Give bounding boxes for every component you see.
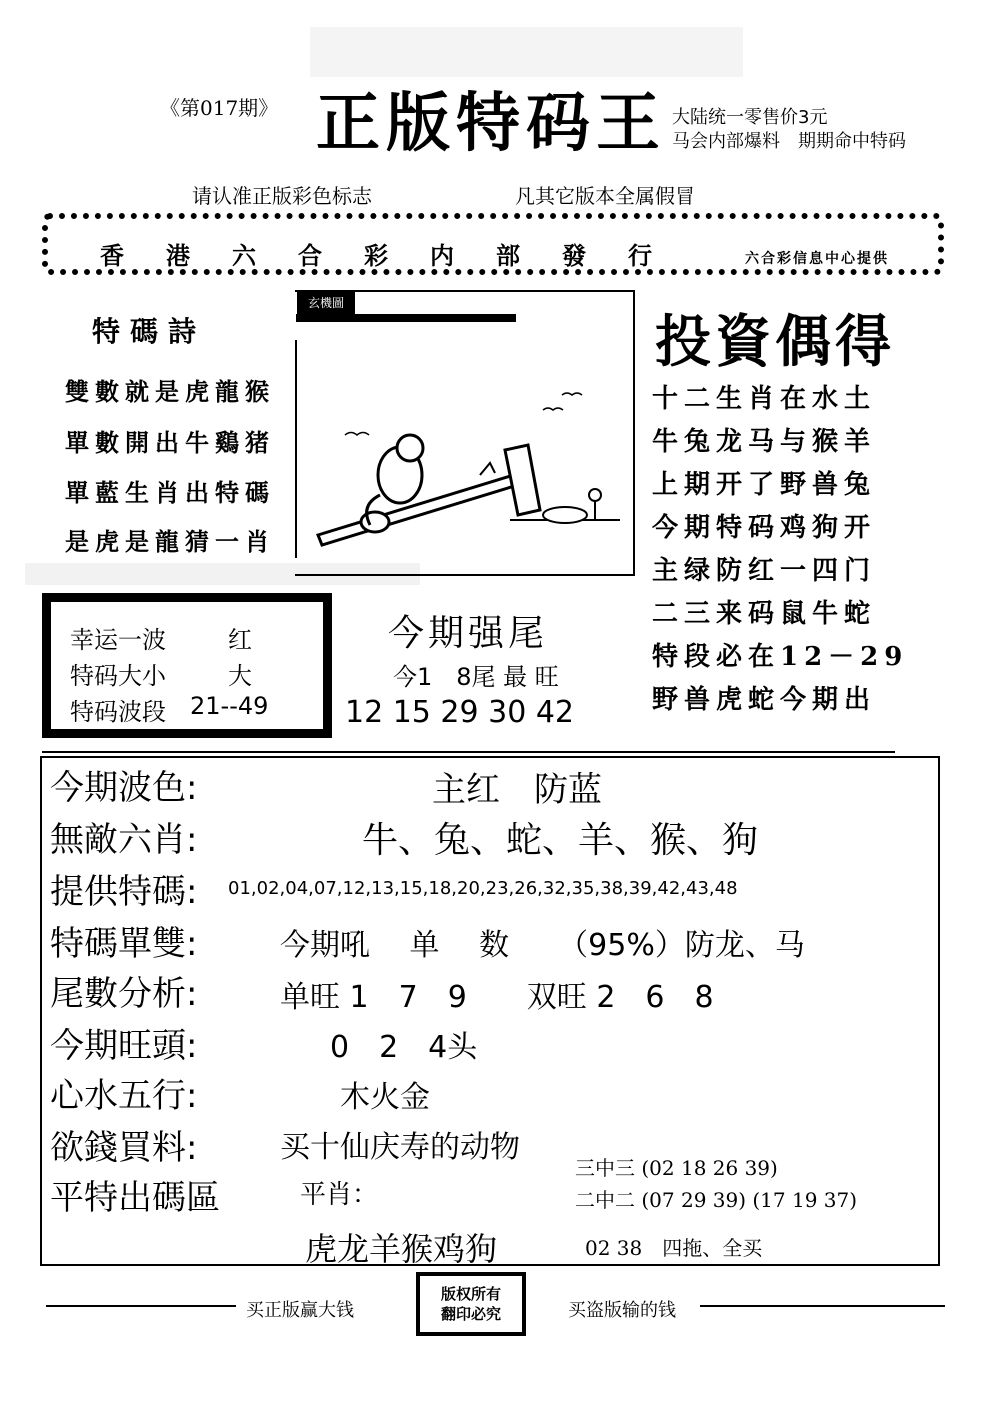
combo-two: 二中二 (07 29 39) (17 19 37) (575, 1188, 858, 1212)
top-blank-area (310, 27, 743, 77)
notice-left: 请认准正版彩色标志 (192, 184, 372, 208)
lucky-label: 幸运一波 (70, 626, 166, 654)
footer-left-text: 买正版赢大钱 (246, 1300, 354, 1321)
flat-animals: 虎龙羊猴鸡狗 (305, 1230, 498, 1268)
row-value: 平肖： (300, 1180, 379, 1210)
footer-line-left (46, 1305, 236, 1307)
row-label: 平特出碼區 (50, 1178, 220, 1218)
row-label: 今期旺頭: (50, 1026, 198, 1066)
poem-line: 單藍生肖出特碼 (65, 478, 275, 507)
issue-number: 《第017期》 (160, 96, 279, 120)
row-value: 01,02,04,07,12,13,15,18,20,23,26,32,35,38,39,42,43,48 (228, 878, 738, 899)
invest-line: 特段必在12－29 (652, 642, 909, 672)
copyright-line-1: 版权所有 (440, 1285, 501, 1303)
row-value: 单旺 1 7 9 双旺 2 6 8 (280, 980, 714, 1015)
invest-line: 野兽虎蛇今期出 (652, 685, 877, 715)
slogan-line: 马会内部爆料 期期命中特码 (672, 131, 906, 152)
row-label: 今期波色: (50, 768, 198, 808)
picture-header-bar (296, 314, 516, 322)
strong-tail-numbers: 12 15 29 30 42 (345, 695, 575, 730)
squirrel-illustration (300, 330, 630, 570)
row-label: 尾數分析: (50, 974, 198, 1014)
row-label: 無敵六肖: (50, 820, 198, 860)
lucky-value: 21--49 (190, 692, 269, 720)
row-label: 提供特碼: (50, 872, 198, 912)
lucky-label: 特码大小 (70, 662, 166, 690)
row-value: 木火金 (340, 1080, 430, 1115)
lucky-value: 红 (228, 626, 252, 654)
divider-line (42, 751, 895, 753)
invest-title: 投資偶得 (655, 309, 895, 375)
row-value: 主红 防蓝 (432, 770, 602, 810)
row-value: 牛、兔、蛇、羊、猴、狗 (362, 820, 759, 861)
poem-line: 單數開出牛鷄猪 (65, 428, 275, 457)
invest-line: 牛兔龙马与猴羊 (652, 427, 877, 457)
lucky-label: 特码波段 (70, 698, 166, 726)
banner-text: 香港六合彩内部發行 (100, 241, 694, 270)
invest-line: 二三来码鼠牛蛇 (652, 599, 877, 629)
row-label: 欲錢買料: (50, 1128, 198, 1168)
price-line: 大陆统一零售价3元 (672, 107, 828, 128)
row-value: 今期吼 单 数 （95%）防龙、马 (280, 928, 805, 963)
invest-line: 主绿防红一四门 (652, 556, 877, 586)
copyright-box (416, 1272, 526, 1336)
banner-sub: 六合彩信息中心提供 (745, 251, 889, 267)
invest-line: 十二生肖在水土 (652, 384, 877, 414)
strong-tail-sub: 今1 8尾 最 旺 (393, 663, 559, 691)
copyright-line-2: 翻印必究 (440, 1305, 501, 1323)
page-title: 正版特码王 (316, 86, 666, 161)
notice-right: 凡其它版本全属假冒 (515, 184, 695, 208)
poem-line: 雙數就是虎龍猴 (65, 377, 275, 406)
invest-line: 上期开了野兽兔 (652, 470, 877, 500)
row-label: 心水五行: (50, 1076, 198, 1116)
poem-title: 特碼詩 (92, 315, 207, 348)
strong-tail-title: 今期强尾 (388, 613, 549, 654)
lucky-value: 大 (228, 662, 252, 690)
footer-line-right (700, 1305, 945, 1307)
footer-right-text: 买盗版输的钱 (568, 1300, 676, 1321)
row-label: 特碼單雙: (50, 924, 198, 964)
combo-drag: 02 38 四拖、全买 (585, 1236, 763, 1260)
poem-line: 是虎是龍猜一肖 (65, 527, 275, 556)
invest-line: 今期特码鸡狗开 (652, 513, 877, 543)
combo-three: 三中三 (02 18 26 39) (575, 1156, 778, 1180)
row-value: 买十仙庆寿的动物 (280, 1130, 520, 1165)
row-value: 0 2 4头 (330, 1030, 478, 1065)
picture-label: 玄機圖 (297, 292, 355, 314)
